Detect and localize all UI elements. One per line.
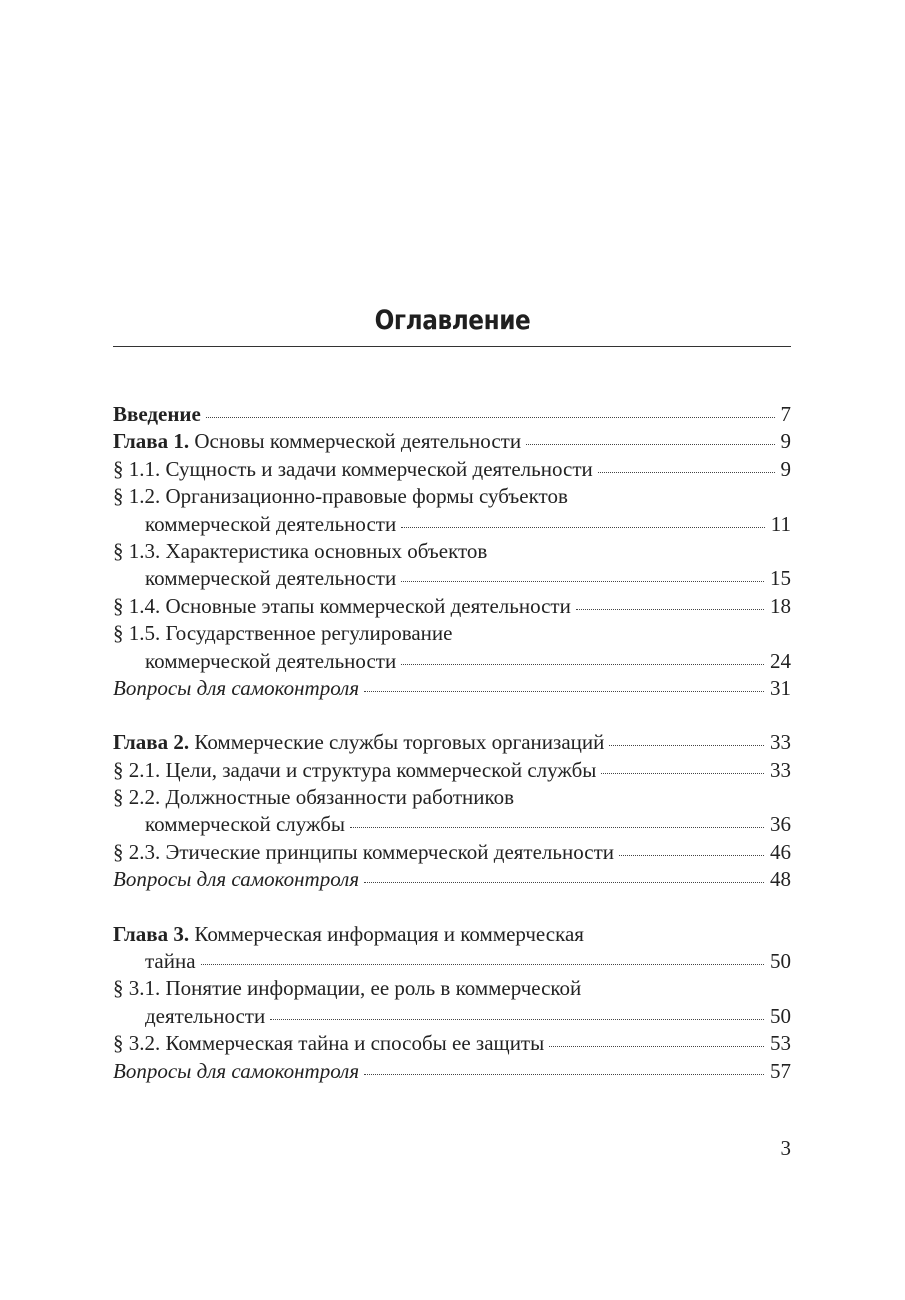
toc-page: 48 <box>770 867 791 892</box>
toc-entry-chapter-2[interactable] <box>113 730 791 757</box>
dot-leader <box>401 664 764 665</box>
dot-leader <box>609 745 764 746</box>
toc-entry-2-3[interactable] <box>113 840 791 867</box>
toc-entry-2-1[interactable] <box>113 758 791 785</box>
toc-page: 36 <box>770 812 791 837</box>
chapter-prefix: Глава 3. <box>113 921 190 946</box>
toc-page: 33 <box>770 730 791 755</box>
dot-leader <box>350 827 764 828</box>
toc-label: коммерческой службы <box>145 812 346 837</box>
toc-label: § 2.3. Этические принципы коммерческой деятельности <box>113 839 614 864</box>
toc-label: Вопросы для самоконтроля <box>113 1058 360 1083</box>
toc-entry-intro[interactable] <box>113 402 791 429</box>
page-title: Оглавление <box>374 305 531 336</box>
toc-entry-questions-1[interactable] <box>113 676 791 703</box>
toc-page: 15 <box>770 566 791 591</box>
toc-page: 33 <box>770 757 791 782</box>
toc-entry-1-1[interactable] <box>113 457 791 484</box>
dot-leader <box>601 773 764 774</box>
toc-page: 18 <box>770 593 791 618</box>
toc-label: § 1.1. Сущность и задачи коммерческой деятельности <box>113 456 593 481</box>
dot-leader <box>364 1074 764 1075</box>
toc-entry-3-2[interactable] <box>113 1031 791 1058</box>
toc-label: коммерческой деятельности <box>145 511 397 536</box>
dot-leader <box>598 472 775 473</box>
toc-entry-1-4[interactable] <box>113 594 791 621</box>
toc-entry-chapter-1[interactable] <box>113 429 791 456</box>
dot-leader <box>401 527 765 528</box>
toc-entry-questions-3[interactable] <box>113 1059 791 1086</box>
toc-label: § 1.4. Основные этапы коммерческой деятельности <box>113 593 571 618</box>
toc-page: 57 <box>770 1058 791 1083</box>
toc-label: § 1.3. Характеристика основных объектов <box>113 538 488 563</box>
toc-label: Введение <box>113 402 201 426</box>
toc-page: 50 <box>770 949 791 974</box>
dot-leader <box>270 1019 764 1020</box>
dot-leader <box>576 609 764 610</box>
toc-label: § 1.5. Государственное регулирование <box>113 621 453 646</box>
section-gap <box>113 895 791 922</box>
toc-label: § 3.1. Понятие информации, ее роль в коммерческой <box>113 976 582 1001</box>
toc-entry-1-3-line1[interactable] <box>113 539 791 566</box>
toc-page: 31 <box>770 675 791 700</box>
toc-label: § 3.2. Коммерческая тайна и способы ее защиты <box>113 1031 545 1056</box>
section-gap <box>113 703 791 730</box>
page-number: 3 <box>780 1136 791 1160</box>
toc-label: Вопросы для самоконтроля <box>113 867 360 892</box>
toc-entry-2-2-line2[interactable] <box>113 812 791 839</box>
toc-label: Коммерческая информация и коммерческая <box>194 921 584 946</box>
dot-leader <box>549 1046 764 1047</box>
toc-label: коммерческой деятельности <box>145 566 397 591</box>
chapter-prefix: Глава 2. <box>113 730 190 755</box>
toc-page: 24 <box>770 648 791 673</box>
toc-entry-1-5-line1[interactable] <box>113 621 791 648</box>
toc-entry-3-1-line2[interactable] <box>113 1004 791 1031</box>
toc-label: § 1.2. Организационно-правовые формы субъектов <box>113 484 568 509</box>
toc-label: Вопросы для самоконтроля <box>113 675 360 700</box>
toc-entry-3-1-line1[interactable] <box>113 976 791 1003</box>
toc-entry-chapter-3-line1[interactable] <box>113 922 791 949</box>
toc-entry-2-2-line1[interactable] <box>113 785 791 812</box>
dot-leader <box>526 444 774 445</box>
toc-entry-chapter-3-line2[interactable] <box>113 949 791 976</box>
dot-leader <box>364 691 764 692</box>
dot-leader <box>401 581 764 582</box>
toc-label: Коммерческие службы торговых организаций <box>194 730 605 755</box>
toc-entry-1-5-line2[interactable] <box>113 649 791 676</box>
chapter-prefix: Глава 1. <box>113 429 190 454</box>
toc-page: 9 <box>780 456 791 481</box>
toc-label: Основы коммерческой деятельности <box>194 429 522 454</box>
toc-entry-1-3-line2[interactable] <box>113 566 791 593</box>
dot-leader <box>364 882 764 883</box>
toc-label: § 2.2. Должностные обязанности работников <box>113 785 515 810</box>
toc-label: тайна <box>145 949 196 974</box>
toc-label: коммерческой деятельности <box>145 648 397 673</box>
title-rule <box>113 346 791 347</box>
toc-page: 9 <box>780 429 791 454</box>
toc-page: 7 <box>780 402 791 426</box>
toc-page: 46 <box>770 839 791 864</box>
dot-leader <box>619 855 764 856</box>
toc-page: 50 <box>770 1003 791 1028</box>
dot-leader <box>201 964 764 965</box>
toc-label: § 2.1. Цели, задачи и структура коммерческой службы <box>113 757 597 782</box>
toc-label: деятельности <box>145 1003 266 1028</box>
table-of-contents <box>113 402 791 1086</box>
toc-entry-1-2-line1[interactable] <box>113 484 791 511</box>
toc-page: 53 <box>770 1031 791 1056</box>
toc-entry-questions-2[interactable] <box>113 867 791 894</box>
dot-leader <box>206 417 775 418</box>
toc-entry-1-2-line2[interactable] <box>113 512 791 539</box>
toc-page: 11 <box>770 511 791 536</box>
